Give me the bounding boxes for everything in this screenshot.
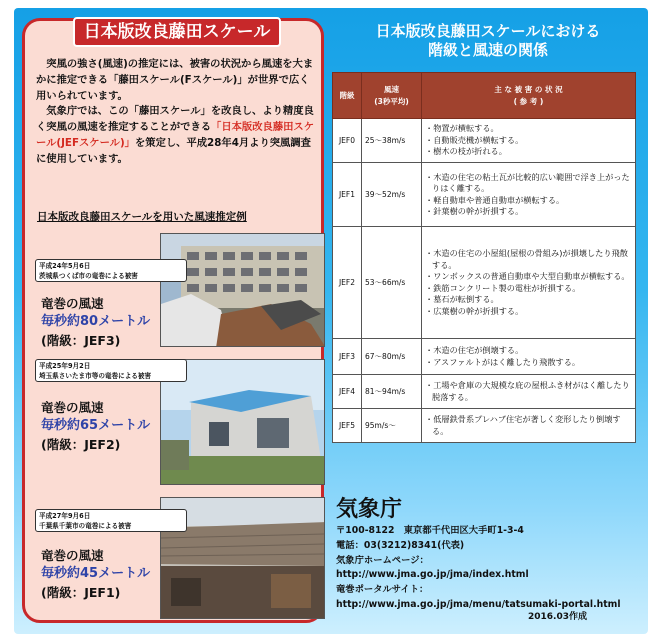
damage-item: ・針葉樹の幹が折損する。 [425,206,524,216]
intro-paragraph-1: 突風の強さ(風速)の推定には、被害の状況から風速を大まかに推定できる「藤田スケール(Fスケール)」が世界で広く用いられています。 [36,58,314,102]
table-header-row [333,73,636,119]
damage-item: ・物置が横転する。 [425,123,499,134]
case-caption [35,359,187,382]
header-damage [422,73,636,119]
example-heading: 日本版改良藤田スケールを用いた風速推定例 [37,211,247,223]
agency-contact [336,496,640,613]
row-speed: 67〜80m/s [362,339,422,375]
table-row [333,339,636,375]
caption-location: 茨城県つくば市の竜巻による被害 [39,272,138,280]
row-grade: JEF5 [333,409,362,443]
caption-location: 埼玉県さいたま市等の竜巻による被害 [39,372,152,380]
table-row [333,375,636,409]
case-jef3 [35,233,325,351]
case-wind-info [41,295,150,350]
damage-item: ・工場や倉庫の大規模な庇の屋根ふき材がはく離したり脱落する。 [425,380,630,402]
case-caption [35,509,187,532]
row-speed: 95m/s〜 [362,409,422,443]
portal-link[interactable]: http://www.jma.go.jp/jma/menu/tatsumaki-portal.html [336,598,621,610]
caption-date: 平成25年9月2日 [39,362,91,370]
damage-item: ・アスファルトがはく離したり飛散する。 [425,356,581,367]
intro-p2-text: 気象庁では、この「藤田スケール」を改良し、より精度良く突風の風速を推定することができる [36,105,314,134]
case-jef1 [35,495,325,621]
intro-p2-tail: を策定し、平成28年4月より突風調査に使用しています。 [36,136,311,165]
header-speed [362,73,422,119]
portal-label: 竜巻ポータルサイト： [336,584,429,596]
damage-item: ・木造の住宅の小屋組(屋根の骨組み)が損壊したり飛散する。 [425,248,628,270]
table-title [336,22,640,60]
row-speed: 25〜38m/s [362,119,422,163]
jef-grade-table [332,72,636,443]
row-speed: 81〜94m/s [362,375,422,409]
table-row [333,163,636,227]
table-row [333,227,636,339]
agency-name: 気象庁 [336,497,403,522]
table-row [333,409,636,443]
table-row [333,119,636,163]
caption-location: 千葉県千葉市の竜巻による被害 [39,522,132,530]
header-damage-line-1: 主 な 被 害 の 状 況 [494,84,563,94]
wind-label: 竜巻の風速 [41,400,104,415]
row-damage [422,227,636,339]
damage-item: ・樹木の枝が折れる。 [425,146,507,157]
row-damage [422,163,636,227]
row-grade: JEF2 [333,227,362,339]
jef-scale-panel [22,18,324,623]
header-speed-line-2: (3秒平均) [374,96,409,106]
poster [14,8,648,634]
wind-speed: 毎秒約45メートル [41,566,151,581]
damage-item: ・木造の住宅が倒壊する。 [425,345,524,355]
damage-photo-tsukuba [160,233,325,347]
damage-item: ・軽自動車や普通自動車が横転する。 [425,194,565,205]
damage-item: ・低層鉄骨系プレハブ住宅が著しく変形したり倒壊する。 [425,414,621,436]
agency-address: 〒100-8122 東京都千代田区大手町1-3-4 [336,525,524,536]
case-caption [35,259,187,282]
homepage-label: 気象庁ホームページ： [336,554,429,566]
damage-item: ・自動販売機が横転する。 [425,134,524,145]
header-grade: 階級 [333,73,362,119]
damage-item: ・墓石が転倒する。 [425,294,499,304]
panel-title: 日本版改良藤田スケール [73,17,281,47]
row-speed: 53〜66m/s [362,227,422,339]
row-grade: JEF1 [333,163,362,227]
wind-speed: 毎秒約65メートル [41,418,151,433]
row-damage [422,409,636,443]
wind-grade: (階級：JEF3) [41,333,121,348]
wind-grade: (階級：JEF2) [41,437,121,452]
jef-scale-name: 「日本版改良藤田スケール(JEFスケール)」 [36,121,315,149]
row-grade: JEF0 [333,119,362,163]
creation-date: 2016.03作成 [528,612,587,622]
wind-label: 竜巻の風速 [41,548,104,563]
wind-grade: (階級：JEF1) [41,585,121,600]
row-grade: JEF3 [333,339,362,375]
homepage-link[interactable]: http://www.jma.go.jp/jma/index.html [336,569,529,581]
row-damage [422,375,636,409]
table-title-line-2: 階級と風速の関係 [427,41,548,59]
damage-item: ・ワンボックスの普通自動車や大型自動車が横転する。 [425,271,630,281]
row-damage [422,119,636,163]
caption-date: 平成27年9月6日 [39,512,91,520]
damage-item: ・鉄筋コンクリート製の電柱が折損する。 [425,282,581,293]
caption-date: 平成24年5月6日 [39,262,91,270]
intro-text [36,57,318,168]
case-wind-info [41,399,150,454]
agency-phone: 電話：03(3212)8341(代表) [336,539,465,551]
header-damage-line-2: ( 参 考 ) [513,96,544,106]
wind-speed: 毎秒約80メートル [41,314,151,329]
wind-label: 竜巻の風速 [41,296,104,311]
intro-paragraph-2 [36,104,318,167]
table-title-line-1: 日本版改良藤田スケールにおける [375,22,601,40]
case-jef2 [35,359,325,489]
case-wind-info [41,547,150,602]
row-grade: JEF4 [333,375,362,409]
row-damage [422,339,636,375]
header-speed-line-1: 風速 [384,84,399,94]
row-speed: 39〜52m/s [362,163,422,227]
damage-item: ・広葉樹の幹が折損する。 [425,305,524,316]
damage-item: ・木造の住宅の粘土瓦が比較的広い範囲で浮き上がったりはく離する。 [425,171,630,193]
